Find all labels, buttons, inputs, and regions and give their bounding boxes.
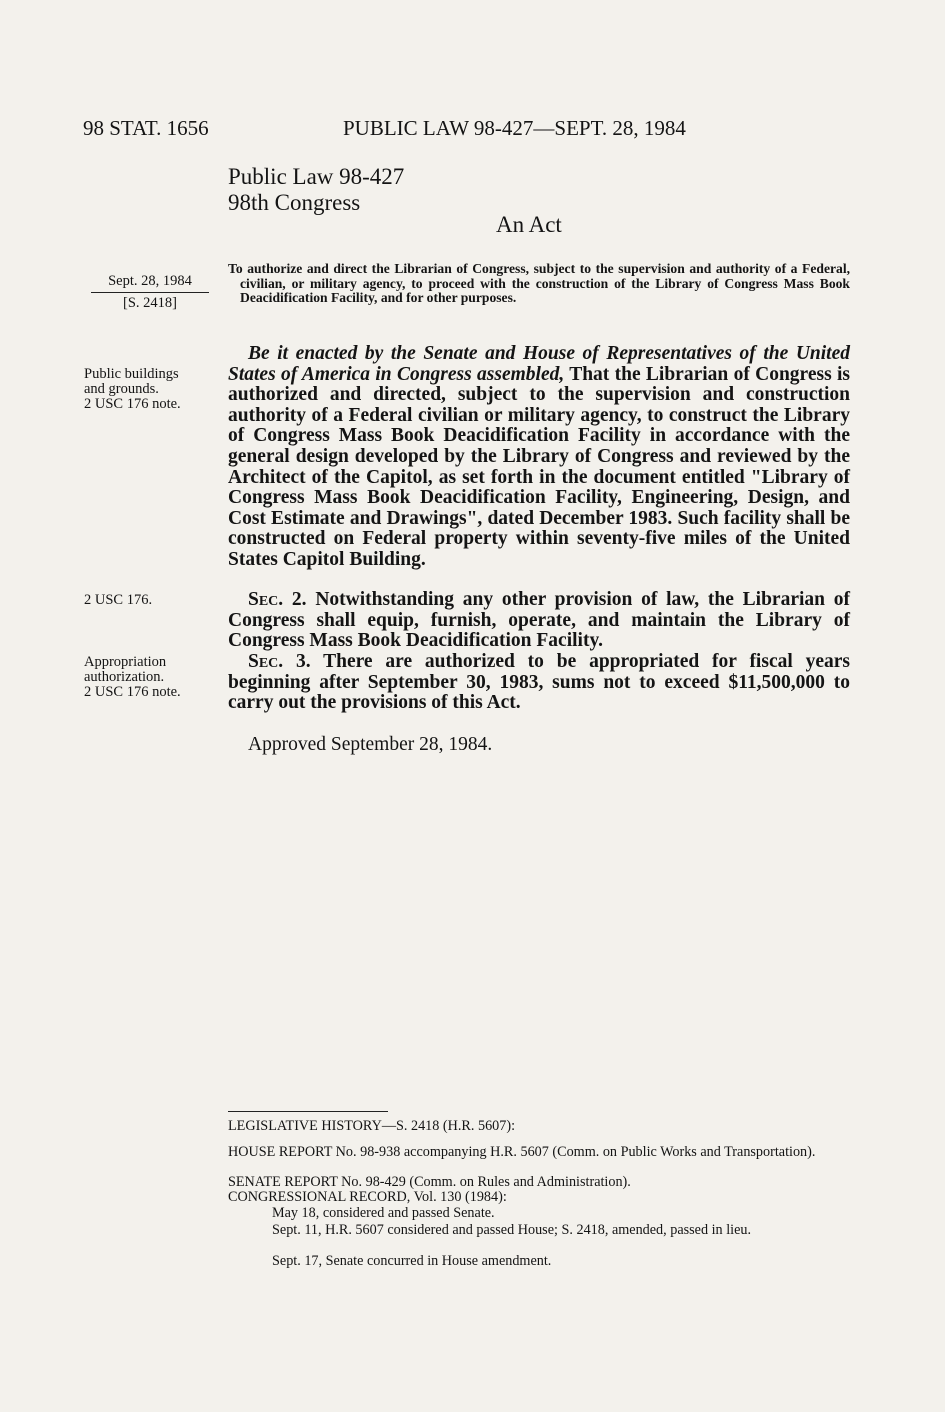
- margin-note-line: authorization.: [84, 669, 165, 685]
- margin-note-line: 2 USC 176 note.: [84, 396, 181, 412]
- stat-page-number: 98 STAT. 1656: [83, 116, 209, 140]
- congress-number: 98th Congress: [228, 190, 361, 215]
- enactment-date: Sept. 28, 1984: [91, 274, 209, 293]
- section-2-label: Sec. 2.: [248, 589, 307, 610]
- margin-note-line: and grounds.: [84, 381, 159, 397]
- section-2-text: Notwithstanding any other provision of law, the Librarian of Congress shall equip, furnish, operate, and maintain the Library of Congress Mass Book Deacidification Facility.: [228, 589, 850, 652]
- margin-note-appropriation: [84, 655, 181, 700]
- purpose-text: To authorize and direct the Librarian of Congress, subject to the supervision and authority of a Federal, civilian, or military agency, to proceed with the construction of the Library of Congress Mass Book Deacidification Facility, and for other purposes.: [228, 261, 850, 305]
- record-entry: Sept. 17, Senate concurred in House amendment.: [272, 1253, 552, 1269]
- section-1: [228, 344, 850, 571]
- running-title: PUBLIC LAW 98-427—SEPT. 28, 1984: [343, 116, 686, 140]
- house-report-text: HOUSE REPORT No. 98-938 accompanying H.R. 5607 (Comm. on Public Works and Transportation).: [228, 1144, 816, 1160]
- margin-note-usc: 2 USC 176.: [84, 592, 153, 608]
- bill-number: [S. 2418]: [123, 295, 177, 311]
- purpose-clause: [228, 262, 850, 306]
- section-2: [228, 590, 850, 652]
- margin-note-line: 2 USC 176 note.: [84, 684, 181, 700]
- approval-line: Approved September 28, 1984.: [248, 734, 493, 755]
- enacting-clause: Be it enacted by the Senate and House of Representatives of the United States of America in Congress assembled,: [228, 343, 850, 385]
- record-entry-text: Sept. 11, H.R. 5607 considered and passed House; S. 2418, amended, passed in lieu.: [272, 1222, 752, 1238]
- section-3-text: There are authorized to be appropriated for fiscal years beginning after September 30, 1983, sums not to exceed $11,500,000 to carry out the provisions of this Act.: [228, 651, 850, 714]
- section-3-label: Sec. 3.: [248, 651, 311, 672]
- margin-note-line: Appropriation: [84, 654, 167, 670]
- record-entry: [228, 1223, 894, 1237]
- section-3: [228, 652, 850, 714]
- margin-note-line: Public buildings: [84, 366, 179, 382]
- margin-date-note: [91, 274, 209, 311]
- law-identification: [228, 164, 404, 216]
- act-heading: An Act: [496, 212, 562, 237]
- margin-note-public-buildings: [84, 367, 181, 412]
- congressional-record: CONGRESSIONAL RECORD, Vol. 130 (1984):: [228, 1189, 507, 1205]
- legislative-history-title: LEGISLATIVE HISTORY—S. 2418 (H.R. 5607):: [228, 1118, 516, 1134]
- public-law-number: Public Law 98-427: [228, 164, 405, 189]
- section-1-text: That the Librarian of Congress is authorized and directed, subject to the supervision and construction authority of a Federal civilian or military agency, to construct the Library of Congress Mass Book Deacidification Facility in accordance with the general design developed by the Library of Congress and reviewed by the Architect of the Capitol, as set forth in the document entitled "Library of Congress Mass Book Deacidification Facility, Engineering, Design, and Cost Estimate and Drawings", dated December 1983. Such facility shall be constructed on Federal property within seventy-five miles of the United States Capitol Building.: [228, 363, 850, 570]
- senate-report: SENATE REPORT No. 98-429 (Comm. on Rules and Administration).: [228, 1174, 631, 1190]
- legislative-history-rule: [228, 1111, 388, 1112]
- record-entry: May 18, considered and passed Senate.: [272, 1205, 495, 1221]
- house-report: [228, 1145, 850, 1159]
